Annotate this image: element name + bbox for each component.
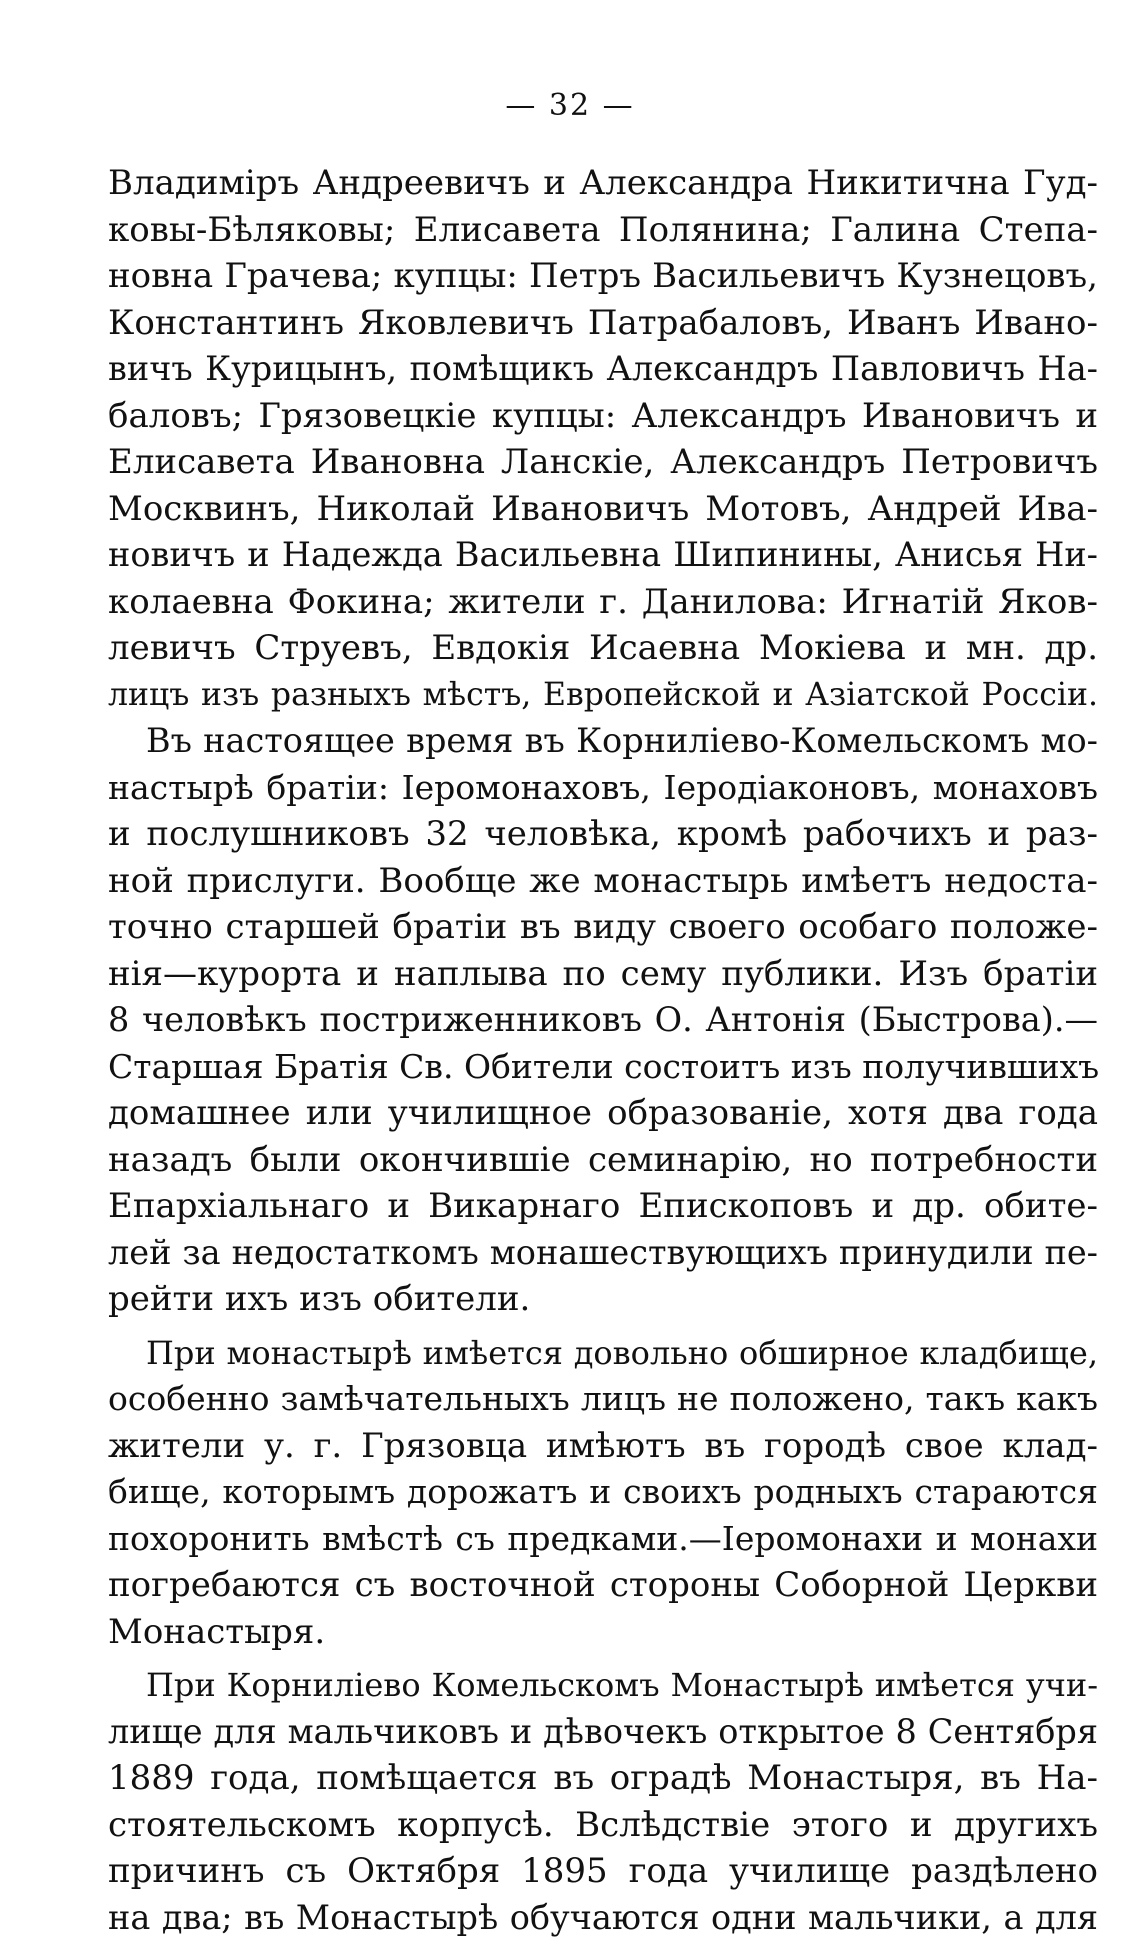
text-line: Въ настоящее время въ Корниліево-Комельскомъ мо- xyxy=(108,718,1098,765)
text-line: похоронить вмѣстѣ съ предками.—Іеромонахи и монахи xyxy=(108,1516,1098,1563)
text-line: Монастыря. xyxy=(108,1609,1098,1656)
text-line: и послушниковъ 32 человѣка, кромѣ рабочихъ и раз- xyxy=(108,811,1098,858)
text-line: Елисавета Ивановна Ланскіе, Александръ Петровичъ xyxy=(108,439,1098,486)
text-line: домашнее или училищное образованіе, хотя два года xyxy=(108,1090,1098,1137)
text-line: Старшая Братія Св. Обители состоитъ изъ получившихъ xyxy=(108,1044,1098,1091)
text-line: вичъ Курицынъ, помѣщикъ Александръ Павловичъ На- xyxy=(108,346,1098,393)
text-line: При Корниліево Комельскомъ Монастырѣ имѣется учи- xyxy=(108,1662,1098,1709)
page-number: — 32 — xyxy=(0,88,1140,123)
text-line: точно старшей братіи въ виду своего особаго положе- xyxy=(108,904,1098,951)
text-line: ковы-Бѣляковы; Елисавета Полянина; Галина Степа- xyxy=(108,207,1098,254)
text-line: бище, которымъ дорожатъ и своихъ родныхъ стараются xyxy=(108,1469,1098,1516)
text-line: лей за недостаткомъ монашествующихъ принудили пе- xyxy=(108,1230,1098,1277)
text-line: Константинъ Яковлевичъ Патрабаловъ, Иванъ Ивано- xyxy=(108,300,1098,347)
text-line: новичъ и Надежда Васильевна Шипинины, Анисья Ни- xyxy=(108,532,1098,579)
text-line: погребаются съ восточной стороны Соборной Церкви xyxy=(108,1562,1098,1609)
text-line: 8 человѣкъ постриженниковъ О. Антонія (Быстрова).— xyxy=(108,997,1098,1044)
text-line: левичъ Струевъ, Евдокія Исаевна Мокіева и мн. др. xyxy=(108,625,1098,672)
text-line: Москвинъ, Николай Ивановичъ Мотовъ, Андрей Ива- xyxy=(108,486,1098,533)
text-line: ной прислуги. Вообще же монастырь имѣетъ недоста- xyxy=(108,858,1098,905)
text-line: на два; въ Монастырѣ обучаются одни мальчики, а для xyxy=(108,1895,1098,1941)
paragraph-1 xyxy=(108,160,1098,718)
paragraph-4 xyxy=(108,1662,1098,1941)
text-line: лицъ изъ разныхъ мѣстъ, Европейской и Азіатской Россіи. xyxy=(108,672,1098,719)
text-line: новна Грачева; купцы: Петръ Васильевичъ Кузнецовъ, xyxy=(108,253,1098,300)
text-line: лище для мальчиковъ и дѣвочекъ открытое 8 Сентября xyxy=(108,1709,1098,1756)
text-line: колаевна Фокина; жители г. Данилова: Игнатій Яков- xyxy=(108,579,1098,626)
text-line: нія—курорта и наплыва по сему публики. Изъ братіи xyxy=(108,951,1098,998)
text-line: назадъ были окончившіе семинарію, но потребности xyxy=(108,1137,1098,1184)
text-line: жители у. г. Грязовца имѣютъ въ городѣ свое клад- xyxy=(108,1423,1098,1470)
text-line: причинъ съ Октября 1895 года училище раздѣлено xyxy=(108,1848,1098,1895)
text-line: 1889 года, помѣщается въ оградѣ Монастыря, въ На- xyxy=(108,1755,1098,1802)
text-line: рейти ихъ изъ обители. xyxy=(108,1276,1098,1323)
text-line: Епархіальнаго и Викарнаго Епископовъ и др. обите- xyxy=(108,1183,1098,1230)
paragraph-3 xyxy=(108,1330,1098,1656)
text-line: При монастырѣ имѣется довольно обширное кладбище, xyxy=(108,1330,1098,1377)
text-line: стоятельскомъ корпусѣ. Вслѣдствіе этого и другихъ xyxy=(108,1802,1098,1849)
text-line: особенно замѣчательныхъ лицъ не положено, такъ какъ xyxy=(108,1376,1098,1423)
text-line: Владиміръ Андреевичъ и Александра Никитична Гуд- xyxy=(108,160,1098,207)
text-line: баловъ; Грязовецкіе купцы: Александръ Ивановичъ и xyxy=(108,393,1098,440)
body-text xyxy=(108,160,1098,1941)
paragraph-2 xyxy=(108,718,1098,1323)
text-line: настырѣ братіи: Іеромонаховъ, Іеродіаконовъ, монаховъ xyxy=(108,765,1098,812)
